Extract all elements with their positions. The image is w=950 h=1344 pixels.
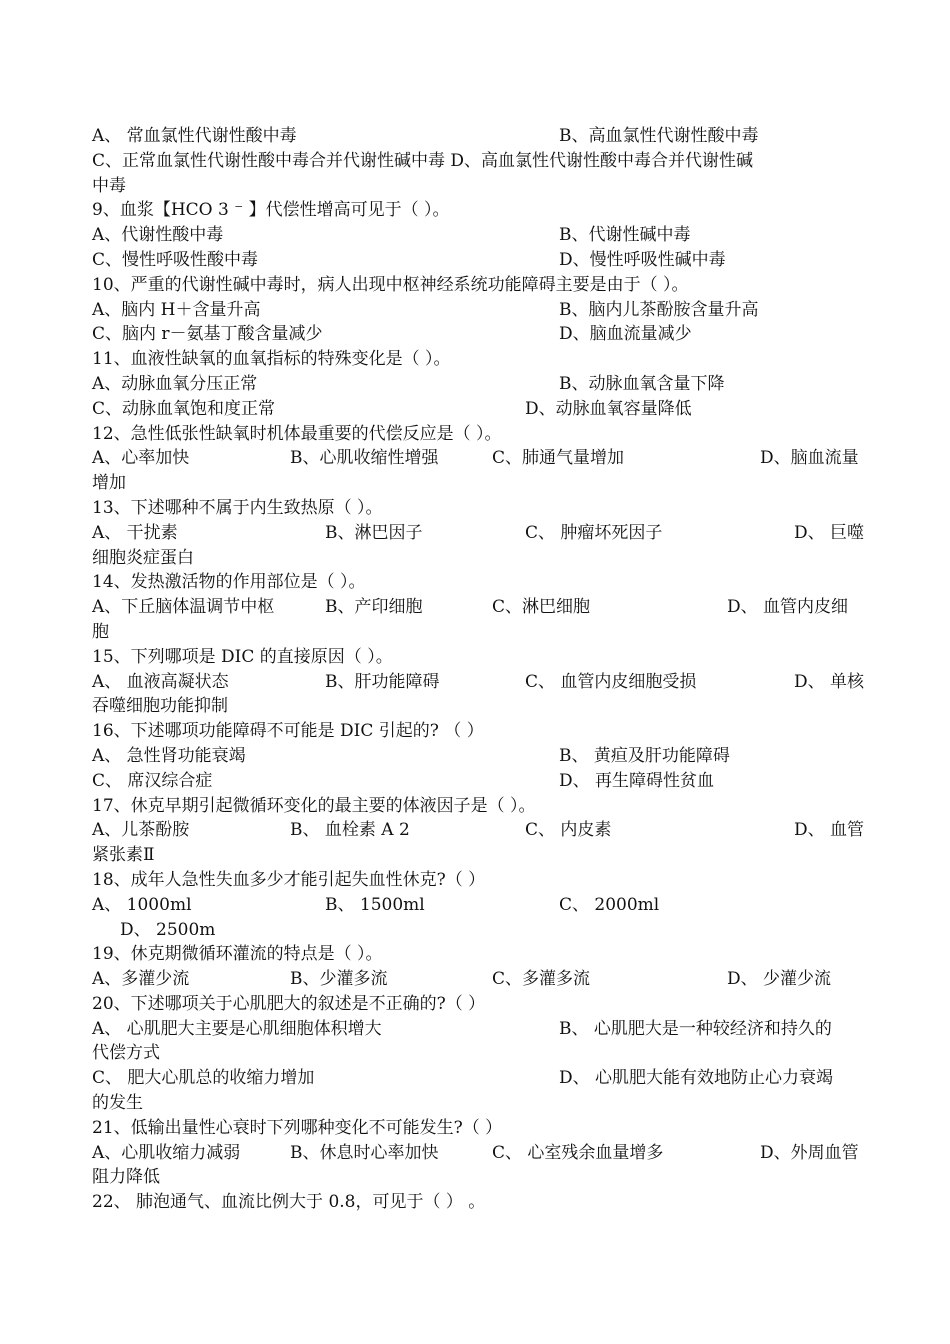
option-a: A、心肌收缩力减弱 (92, 1142, 241, 1163)
continuation-text: 胞 (92, 621, 109, 642)
option-cd-line: C、正常血氯性代谢性酸中毒合并代谢性碱中毒 D、高血氯性代谢性酸中毒合并代谢性碱 (92, 150, 754, 171)
option-row (92, 967, 862, 992)
option-d: D、 单核 (794, 671, 865, 692)
option-d: D、 血管 (794, 820, 865, 841)
option-row (92, 893, 862, 918)
option-a: A、 干扰素 (92, 522, 178, 543)
option-row (92, 595, 862, 620)
option-b: B、休息时心率加快 (290, 1142, 439, 1163)
option-c: C、慢性呼吸性酸中毒 (92, 249, 259, 270)
continuation-text: 紧张素Ⅱ (92, 845, 155, 866)
option-d: D、外周血管 (760, 1142, 859, 1163)
option-b: B、心肌收缩性增强 (290, 448, 439, 469)
option-row (92, 769, 862, 794)
option-row (92, 446, 862, 471)
option-d: D、脑血流量减少 (559, 324, 692, 345)
option-d: D、动脉血氧容量降低 (525, 398, 692, 419)
option-c: C、 血管内皮细胞受损 (525, 671, 697, 692)
option-c: C、动脉血氧饱和度正常 (92, 398, 276, 419)
continuation-text: 阻力降低 (92, 1167, 160, 1188)
option-a: A、 1000ml (92, 894, 192, 915)
option-row (92, 1066, 862, 1091)
option-b: B、脑内儿茶酚胺含量升高 (559, 299, 759, 320)
question-13: 13、下述哪种不属于内生致热原（ ）。 (92, 497, 383, 518)
question-9: 9、血浆【HCO 3 ⁻ 】代偿性增高可见于（ ）。 (92, 200, 450, 221)
question-16: 16、下述哪项功能障碍不可能是 DIC 引起的? （ ） (92, 721, 484, 742)
option-row (92, 298, 862, 323)
option-d: D、 血管内皮细 (727, 597, 849, 618)
option-c: C、脑内 r－氨基丁酸含量减少 (92, 324, 323, 345)
option-a: A、儿茶酚胺 (92, 820, 190, 841)
option-c: C、多灌多流 (492, 969, 591, 990)
option-d: D、 2500m (120, 919, 216, 940)
question-21: 21、低输出量性心衰时下列哪种变化不可能发生?（ ） (92, 1117, 503, 1138)
option-b: B、动脉血氧含量下降 (559, 373, 725, 394)
option-row (92, 521, 865, 546)
option-c: C、淋巴细胞 (492, 597, 591, 618)
option-b: B、高血氯性代谢性酸中毒 (559, 126, 759, 146)
option-b: B、 心肌肥大是一种较经济和持久的 (559, 1018, 832, 1039)
option-b: B、少灌多流 (290, 969, 388, 990)
option-row (92, 124, 862, 149)
option-row (92, 223, 862, 248)
option-row (92, 744, 862, 769)
question-22: 22、 肺泡通气、血流比例大于 0.8，可见于（ ） 。 (92, 1192, 486, 1213)
option-d: D、 再生障碍性贫血 (559, 770, 715, 791)
question-17: 17、休克早期引起微循环变化的最主要的体液因子是（ ）。 (92, 795, 536, 816)
exam-page (92, 124, 865, 1215)
option-a: A、动脉血氧分压正常 (92, 373, 258, 394)
continuation-text: 吞噬细胞功能抑制 (92, 696, 228, 717)
option-a: A、脑内 H＋含量升高 (92, 299, 261, 320)
option-a: A、 心肌肥大主要是心肌细胞体积增大 (92, 1018, 382, 1039)
continuation-text: 代偿方式 (92, 1043, 160, 1064)
option-row (92, 322, 862, 347)
option-b: B、 血栓素 A 2 (290, 820, 410, 841)
option-c: C、 内皮素 (525, 820, 612, 841)
option-a: A、代谢性酸中毒 (92, 225, 224, 246)
option-c: C、肺通气量增加 (492, 448, 625, 469)
option-c: C、 心室残余血量增多 (492, 1142, 664, 1163)
option-b: B、产印细胞 (325, 597, 423, 618)
option-a: A、多灌少流 (92, 969, 190, 990)
option-a: A、 常血氯性代谢性酸中毒 (92, 126, 297, 146)
option-a: A、下丘脑体温调节中枢 (92, 597, 275, 618)
continuation-text: 中毒 (92, 175, 126, 196)
option-row (92, 1141, 862, 1166)
question-19: 19、休克期微循环灌流的特点是（ ）。 (92, 944, 383, 965)
option-row (92, 397, 862, 422)
option-row (92, 149, 862, 174)
option-d: D、 巨噬 (794, 522, 865, 543)
option-row (92, 818, 865, 843)
option-a: A、心率加快 (92, 448, 190, 469)
option-b: B、 1500ml (325, 894, 425, 915)
option-row (92, 248, 862, 273)
question-15: 15、下列哪项是 DIC 的直接原因（ ）。 (92, 646, 393, 667)
option-c: C、 肥大心肌总的收缩力增加 (92, 1068, 315, 1089)
option-d: D、 心肌肥大能有效地防止心力衰竭 (559, 1068, 834, 1089)
continuation-text: 的发生 (92, 1093, 143, 1114)
continuation-text: 细胞炎症蛋白 (92, 547, 194, 568)
option-b: B、淋巴因子 (325, 522, 423, 543)
question-12: 12、急性低张性缺氧时机体最重要的代偿反应是（ ）。 (92, 423, 502, 444)
continuation-text: 增加 (92, 473, 126, 494)
option-d: D、慢性呼吸性碱中毒 (559, 249, 726, 270)
option-c: C、 肿瘤坏死因子 (525, 522, 663, 543)
question-18: 18、成年人急性失血多少才能引起失血性休克?（ ） (92, 869, 486, 890)
option-c: C、 席汉综合症 (92, 770, 213, 791)
option-b: B、 黄疸及肝功能障碍 (559, 745, 730, 766)
option-b: B、肝功能障碍 (325, 671, 440, 692)
option-d: D、 少灌少流 (727, 969, 832, 990)
option-b: B、代谢性碱中毒 (559, 225, 691, 246)
question-10: 10、严重的代谢性碱中毒时，病人出现中枢神经系统功能障碍主要是由于（ ）。 (92, 274, 689, 295)
option-row (92, 1017, 862, 1042)
option-row (92, 918, 862, 943)
option-a: A、 血液高凝状态 (92, 671, 229, 692)
question-14: 14、发热激活物的作用部位是（ ）。 (92, 572, 366, 593)
option-row (92, 372, 862, 397)
option-d: D、脑血流量 (760, 448, 859, 469)
question-11: 11、血液性缺氧的血氧指标的特殊变化是（ ）。 (92, 349, 451, 370)
option-c: C、 2000ml (559, 894, 660, 915)
option-row (92, 670, 865, 695)
question-20: 20、下述哪项关于心肌肥大的叙述是不正确的?（ ） (92, 993, 486, 1014)
option-a: A、 急性肾功能衰竭 (92, 745, 246, 766)
